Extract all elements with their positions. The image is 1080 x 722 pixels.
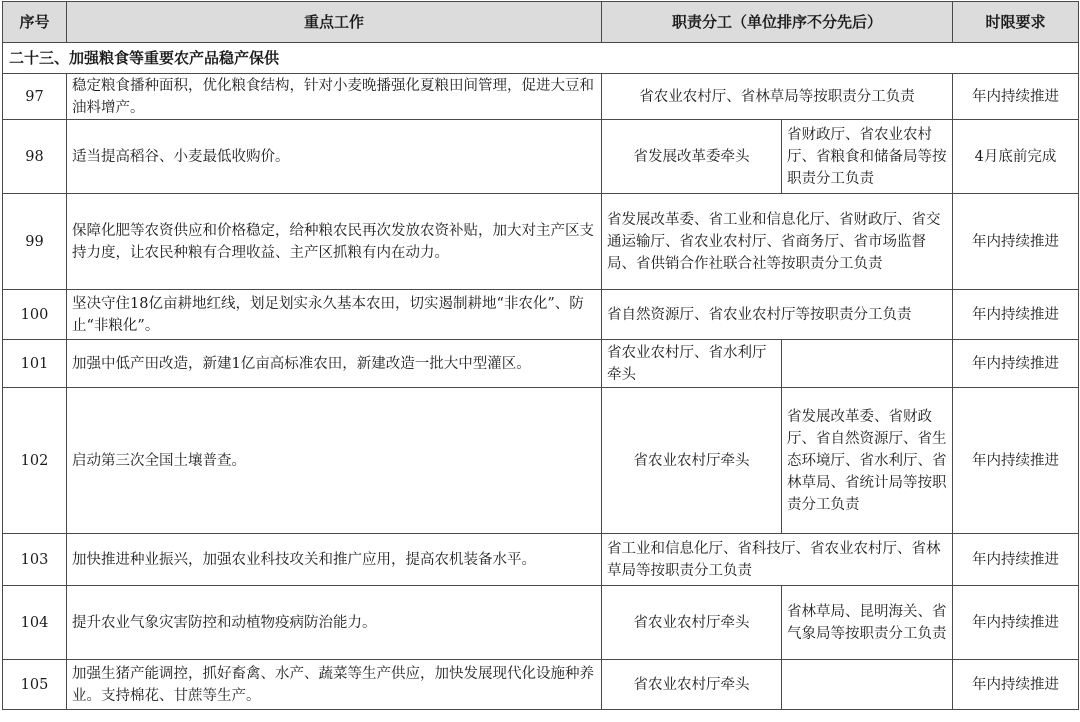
row-number: 100 <box>3 290 67 340</box>
lead-unit: 省农业农村厅牵头 <box>602 586 782 660</box>
deadline: 年内持续推进 <box>953 74 1079 120</box>
row-number: 97 <box>3 74 67 120</box>
table-row <box>3 388 1079 534</box>
table-row <box>3 290 1079 340</box>
key-task: 加强中低产田改造，新建1亿亩高标准农田，新建改造一批大中型灌区。 <box>67 340 602 388</box>
header-no: 序号 <box>3 2 67 43</box>
section-title: 二十三、加强粮食等重要农产品稳产保供 <box>3 43 1079 74</box>
key-task: 加快推进种业振兴，加强农业科技攻关和推广应用，提高农机装备水平。 <box>67 534 602 586</box>
lead-unit: 省农业农村厅牵头 <box>602 660 782 710</box>
key-task: 保障化肥等农资供应和价格稳定，给种粮农民再次发放农资补贴，加大对主产区支持力度，让农民种粮有合理收益、主产区抓粮有内在动力。 <box>67 194 602 290</box>
row-number: 99 <box>3 194 67 290</box>
lead-unit: 省农业农村厅、省水利厅牵头 <box>602 340 782 388</box>
key-task: 启动第三次全国土壤普查。 <box>67 388 602 534</box>
deadline: 年内持续推进 <box>953 194 1079 290</box>
row-number: 103 <box>3 534 67 586</box>
partner-units <box>782 660 953 710</box>
table-row <box>3 74 1079 120</box>
deadline: 年内持续推进 <box>953 290 1079 340</box>
header-duty: 职责分工（单位排序不分先后） <box>602 2 953 43</box>
deadline: 年内持续推进 <box>953 534 1079 586</box>
key-task: 适当提高稻谷、小麦最低收购价。 <box>67 120 602 194</box>
table-row <box>3 534 1079 586</box>
header-work: 重点工作 <box>67 2 602 43</box>
row-number: 104 <box>3 586 67 660</box>
table-row <box>3 194 1079 290</box>
duty-assignment: 省工业和信息化厅、省科技厅、省农业农村厅、省林草局等按职责分工负责 <box>602 534 953 586</box>
duty-assignment: 省发展改革委、省工业和信息化厅、省财政厅、省交通运输厅、省农业农村厅、省商务厅、省市场监督局、省供销合作社联合社等按职责分工负责 <box>602 194 953 290</box>
deadline: 年内持续推进 <box>953 388 1079 534</box>
key-task: 坚决守住18亿亩耕地红线，划足划实永久基本农田，切实遏制耕地“非农化”、防止“非粮化”。 <box>67 290 602 340</box>
duty-assignment: 省自然资源厅、省农业农村厅等按职责分工负责 <box>602 290 953 340</box>
section-row <box>3 43 1079 74</box>
duty-assignment: 省农业农村厅、省林草局等按职责分工负责 <box>602 74 953 120</box>
row-number: 102 <box>3 388 67 534</box>
row-number: 105 <box>3 660 67 710</box>
table-row <box>3 586 1079 660</box>
row-number: 101 <box>3 340 67 388</box>
table-row <box>3 340 1079 388</box>
lead-unit: 省发展改革委牵头 <box>602 120 782 194</box>
partner-units: 省发展改革委、省财政厅、省自然资源厅、省生态环境厅、省水利厅、省林草局、省统计局等按职责分工负责 <box>782 388 953 534</box>
key-task: 提升农业气象灾害防控和动植物疫病防治能力。 <box>67 586 602 660</box>
table-row <box>3 660 1079 710</box>
key-task: 稳定粮食播种面积，优化粮食结构，针对小麦晚播强化夏粮田间管理，促进大豆和油料增产。 <box>67 74 602 120</box>
deadline: 4月底前完成 <box>953 120 1079 194</box>
header-row <box>3 2 1079 43</box>
lead-unit: 省农业农村厅牵头 <box>602 388 782 534</box>
header-deadline: 时限要求 <box>953 2 1079 43</box>
partner-units: 省林草局、昆明海关、省气象局等按职责分工负责 <box>782 586 953 660</box>
work-table <box>2 1 1079 710</box>
partner-units: 省财政厅、省农业农村厅、省粮食和储备局等按职责分工负责 <box>782 120 953 194</box>
key-task: 加强生猪产能调控，抓好畜禽、水产、蔬菜等生产供应，加快发展现代化设施种养业。支持棉花、甘蔗等生产。 <box>67 660 602 710</box>
deadline: 年内持续推进 <box>953 586 1079 660</box>
table-row <box>3 120 1079 194</box>
deadline: 年内持续推进 <box>953 340 1079 388</box>
deadline: 年内持续推进 <box>953 660 1079 710</box>
row-number: 98 <box>3 120 67 194</box>
partner-units <box>782 340 953 388</box>
